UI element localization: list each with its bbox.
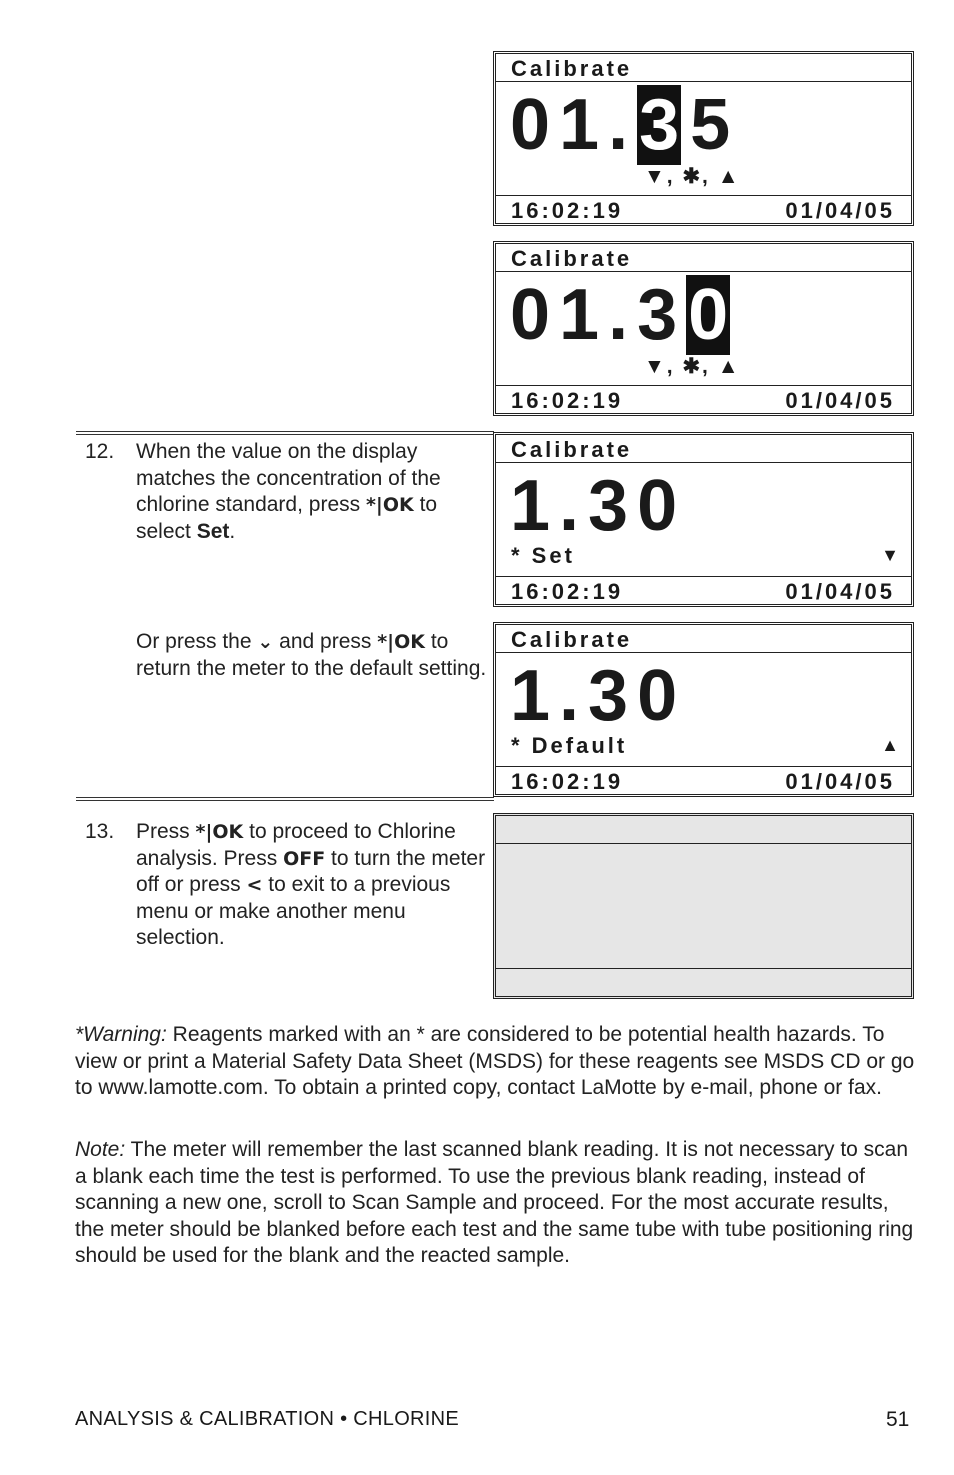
up-arrow-icon: ▲: [881, 735, 899, 755]
lcd-title: Calibrate: [496, 54, 911, 82]
lcd-screen-3: [493, 432, 914, 607]
lcd-option-default: * Default: [511, 733, 628, 758]
lcd-option-set: * Set: [511, 543, 575, 568]
lcd-value: 1.30: [510, 656, 687, 736]
section-footer: ANALYSIS & CALIBRATION • CHLORINE: [75, 1408, 460, 1430]
lcd-screen-4: [493, 622, 914, 797]
lcd-footer-empty: [496, 968, 911, 996]
lcd-screen-blank: [493, 813, 914, 999]
note-paragraph: Note: The meter will remember the last scanned blank reading. It is not necessary to scan a blank each time the test is performed. To use the previous blank reading, instead of scanning a new one, scroll to Scan Sample and proceed. For the most accurate results, the meter should be blanked before each test and the same tube with tube positioning ring should be used for the blank and the reacted sample.: [75, 1138, 914, 1267]
ok-key-icon: *|OK: [365, 494, 414, 516]
step-number: 13.: [85, 820, 115, 843]
ok-key-icon: *|OK: [377, 631, 425, 653]
row-divider: [76, 797, 494, 801]
warning-paragraph: *Warning: Reagents marked with an * are considered to be potential health hazards. To view or print a Material Safety Data Sheet (MSDS) for these reagents see MSDS CD or go to www.lamotte.com. To obtain a printed copy, contact LaMotte by e-mail, phone or fax.: [75, 1023, 915, 1099]
lcd-title: Calibrate: [496, 244, 911, 272]
note-label: Note:: [75, 1138, 126, 1161]
lcd-title: Calibrate: [496, 435, 911, 463]
lcd-title-empty: [496, 816, 911, 844]
step-text: Or press the ⌄ and press *|OK to return the meter to the default setting.: [136, 630, 487, 680]
lcd-value: 01.30: [510, 275, 729, 355]
lcd-screen-2: [493, 241, 914, 416]
lcd-time: 16:02:19: [511, 769, 624, 794]
lcd-time: 16:02:19: [511, 388, 624, 413]
step-text: When the value on the display matches the concentration of the chlorine standard, press *|OK to select Set.: [136, 440, 441, 543]
nav-arrows-icon: ▼, ✱, ▲: [644, 355, 741, 378]
lcd-date: 01/04/05: [785, 388, 895, 413]
page-number: 51: [886, 1408, 910, 1431]
lcd-time: 16:02:19: [511, 579, 624, 604]
row-divider: [76, 431, 494, 435]
lcd-date: 01/04/05: [785, 198, 895, 223]
down-arrow-icon: ▼: [881, 545, 899, 565]
lcd-value: 01.3 5: [510, 85, 740, 165]
set-word: Set: [196, 519, 230, 543]
lcd-screen-1: [493, 51, 914, 226]
warning-label: *Warning:: [75, 1023, 167, 1046]
lcd-value: 1.30: [510, 466, 687, 546]
ok-key-icon: *|OK: [195, 821, 244, 843]
off-key-icon: OFF: [283, 847, 326, 870]
lcd-date: 01/04/05: [785, 579, 895, 604]
lcd-date: 01/04/05: [785, 769, 895, 794]
lcd-body-empty: [496, 844, 911, 968]
step-number: 12.: [85, 440, 115, 463]
step-text: Press *|OK to proceed to Chlorine analysis. Press OFF to turn the meter off or press < to exit to a previous menu or make another menu selection.: [136, 820, 486, 949]
down-chevron-icon: ⌄: [257, 631, 274, 653]
lcd-time: 16:02:19: [511, 198, 624, 223]
cursor-digit: 3: [639, 85, 680, 165]
cursor-digit: 0: [688, 275, 729, 355]
nav-arrows-icon: ▼, ✱, ▲: [644, 165, 741, 188]
back-arrow-icon: <: [246, 874, 263, 896]
lcd-title: Calibrate: [496, 625, 911, 653]
